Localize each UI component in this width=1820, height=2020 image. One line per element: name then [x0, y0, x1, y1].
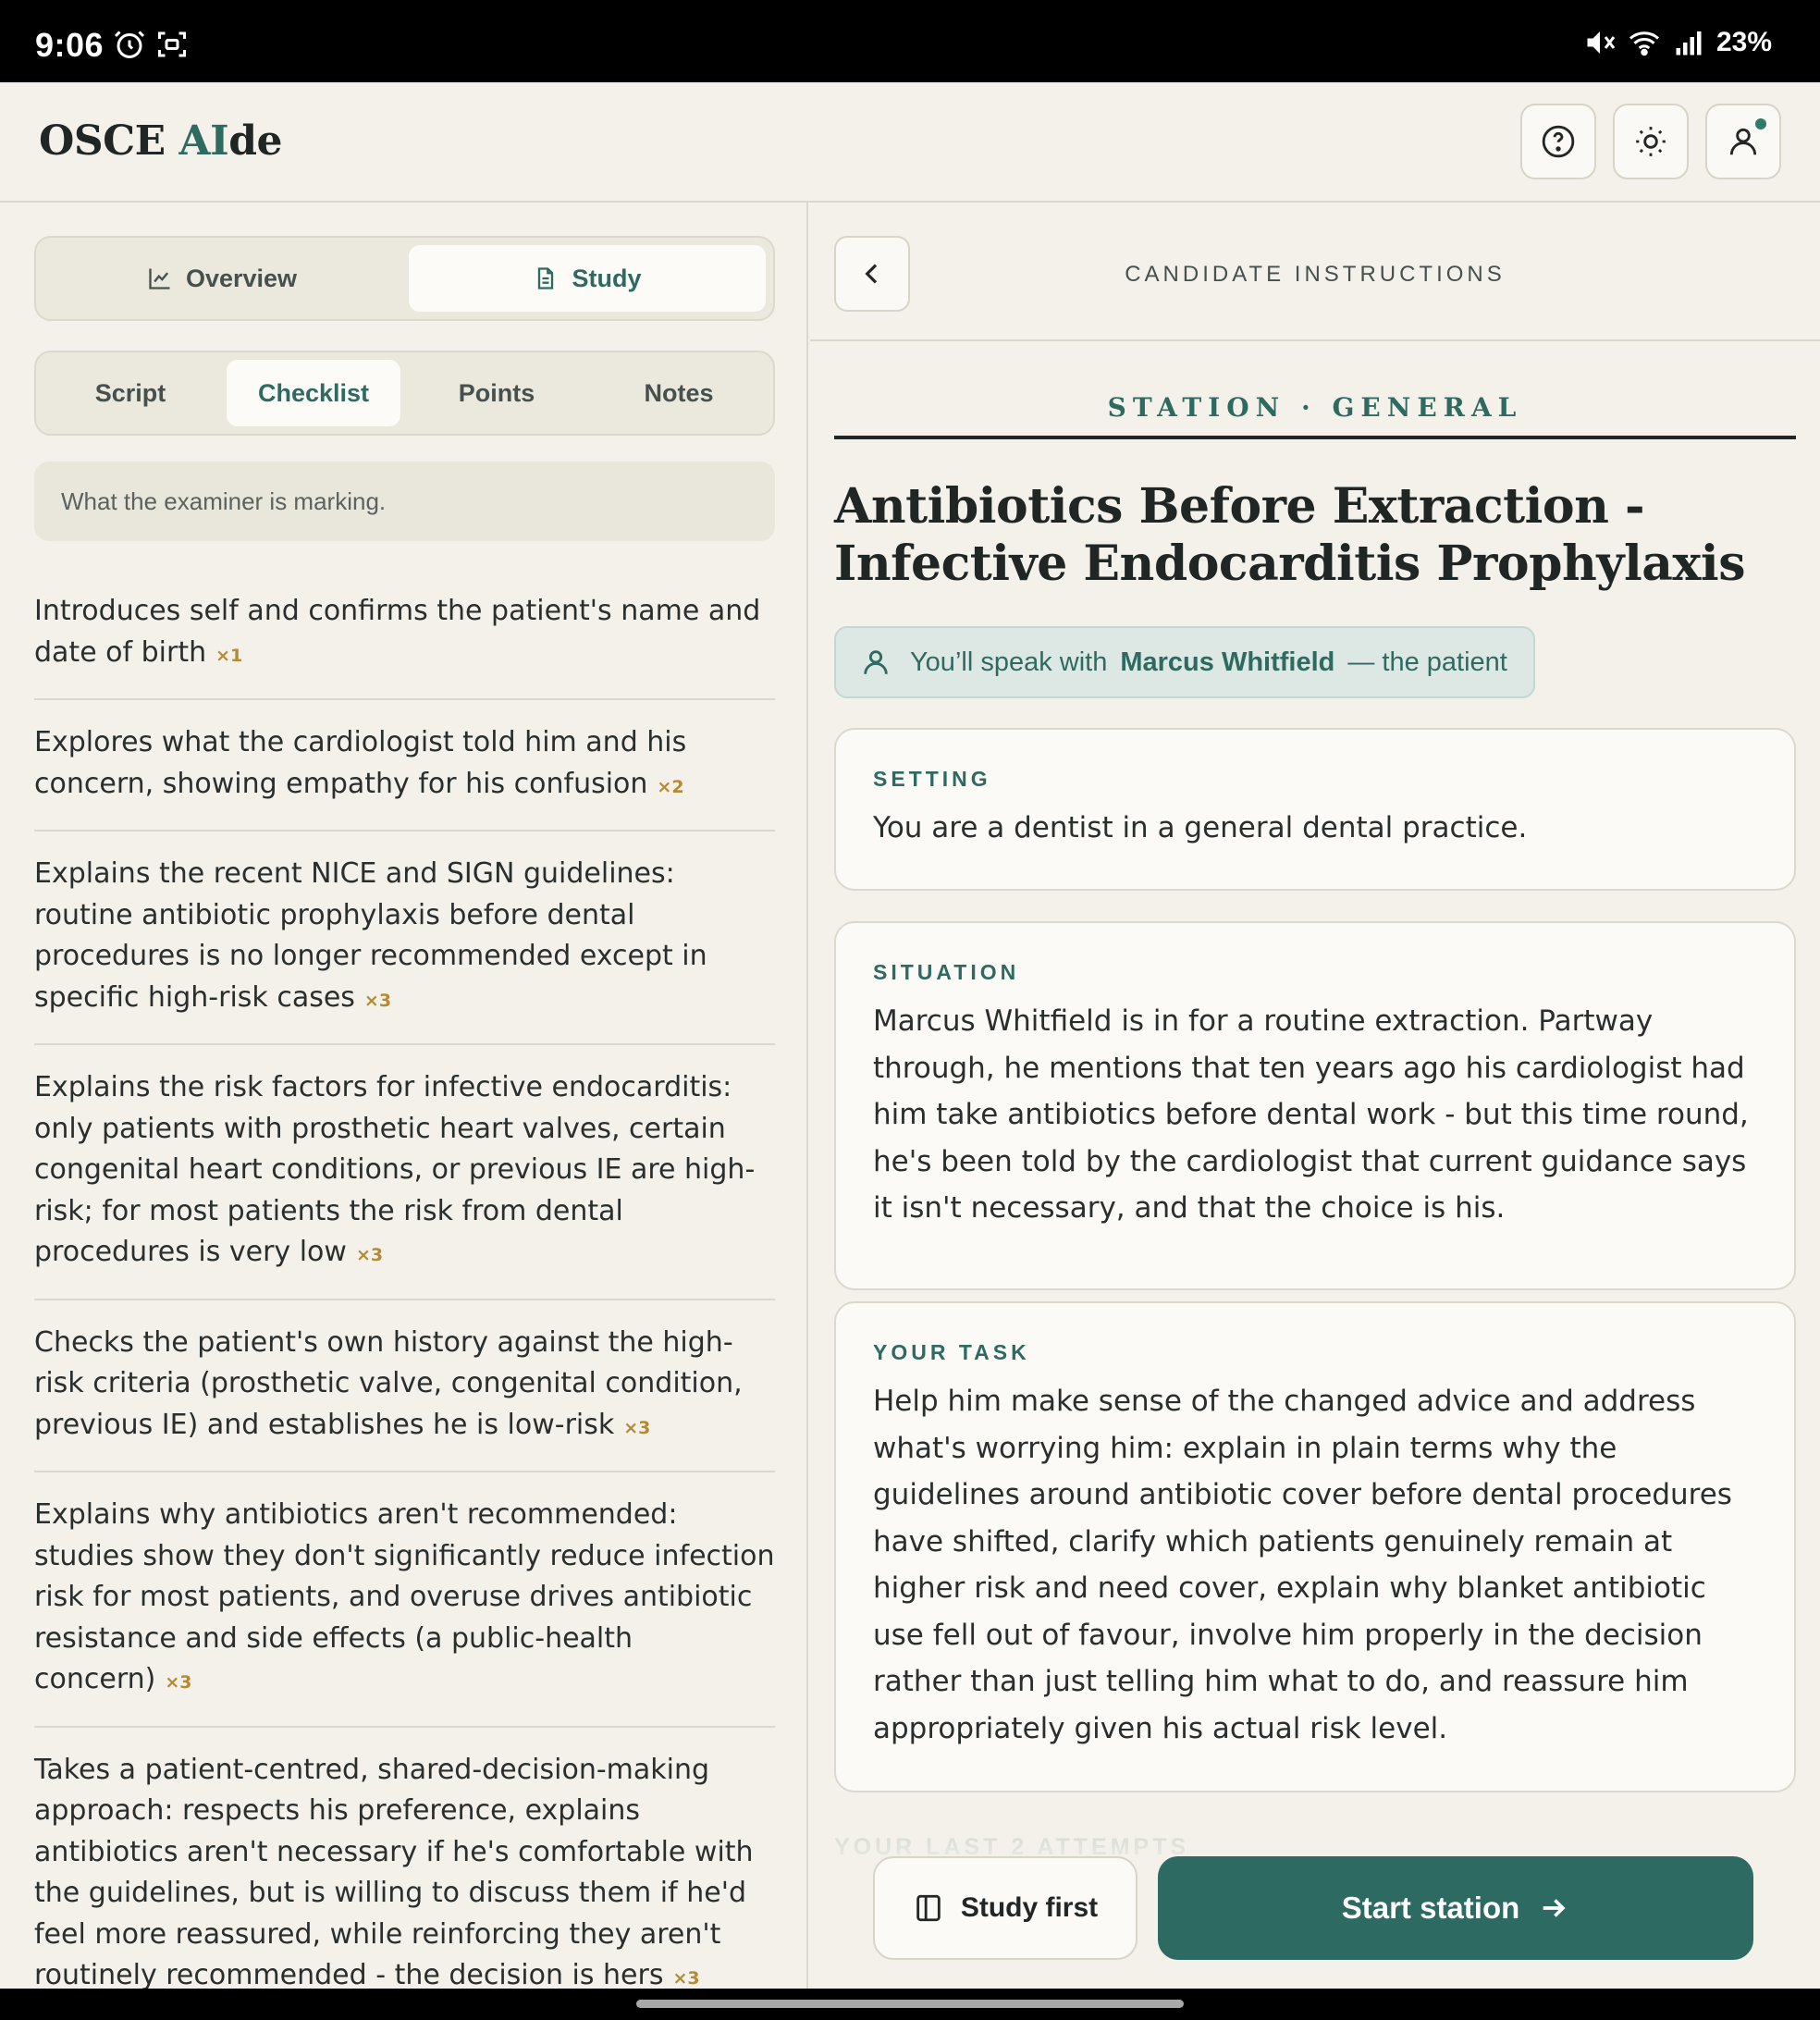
- help-button[interactable]: [1520, 104, 1596, 179]
- weight-badge: ×3: [672, 1968, 700, 1989]
- chart-icon: [147, 265, 173, 291]
- weight-badge: ×2: [657, 776, 684, 797]
- tab-study[interactable]: [409, 245, 766, 312]
- checklist-item-text: Explores what the cardiologist told him and his concern, showing empathy for his confusion: [34, 726, 687, 800]
- tab-study-label: Study: [572, 264, 642, 292]
- weight-badge: ×3: [165, 1672, 192, 1693]
- status-right: [1583, 26, 1772, 59]
- speak-prefix: You’ll speak with: [910, 647, 1108, 677]
- navigation-bar: [0, 1989, 1820, 2020]
- battery-level: 23%: [1715, 27, 1772, 57]
- online-dot: [1755, 118, 1766, 129]
- status-bar: [0, 0, 1820, 82]
- checklist-item-text: Introduces self and confirms the patient's name and date of birth: [34, 595, 761, 669]
- patient-name: Marcus Whitfield: [1120, 647, 1335, 677]
- weight-badge: ×3: [355, 1245, 384, 1265]
- instructions-panel: [810, 203, 1820, 1989]
- logo-ai: AI: [178, 117, 229, 165]
- weight-badge: ×3: [623, 1417, 651, 1438]
- situation-label: SITUATION: [873, 960, 1020, 984]
- checklist-item-text: Takes a patient-centred, shared-decision-making approach: respects his preference, explains antibiotics aren't necessary if he's comfortable with the guidelines, but is willing to discuss them if he'd feel more reassured, while reinforcing they aren't routinely recommended - the decision is hers: [34, 1753, 754, 1989]
- user-icon: [1726, 124, 1761, 159]
- checklist-item: [34, 1067, 775, 1300]
- study-first-label: Study first: [960, 1892, 1099, 1923]
- station-title: Antibiotics Before Extraction - Infective Endocarditis Prophylaxis: [834, 478, 1745, 592]
- logo-suffix: de: [228, 117, 282, 165]
- study-panel: [0, 203, 808, 1989]
- alarm-icon: [113, 28, 146, 61]
- situation-text: Marcus Whitfield is in for a routine extraction. Partway through, he mentions that ten years ago his cardiologist had him take antibiotics before dental work - but this time round, he's been told by the cardiologist that current guidance says it isn't necessary, and that the choice is his.: [873, 1004, 1749, 1225]
- situation-card: [834, 921, 1796, 1290]
- document-icon: [533, 265, 559, 291]
- checklist-item-text: Explains the recent NICE and SIGN guidelines: routine antibiotic prophylaxis before dental procedures is no longer recommended except in specific high-risk cases: [34, 857, 707, 1014]
- checklist: [34, 591, 775, 1989]
- tab-overview[interactable]: [43, 245, 400, 312]
- logo-prefix: OSCE: [39, 117, 179, 165]
- checklist-item-text: Explains why antibiotics aren't recommended: studies show they don't significantly reduce infection risk for most patients, and overuse drives antibiotic resistance and side effects (a public-health concern): [34, 1498, 775, 1695]
- panel-title: CANDIDATE INSTRUCTIONS: [1125, 262, 1506, 287]
- setting-label: SETTING: [873, 767, 991, 791]
- status-time: 9:06: [35, 26, 105, 64]
- tab-notes[interactable]: Notes: [644, 378, 714, 407]
- start-station-button[interactable]: [1158, 1856, 1753, 1960]
- mute-icon: [1583, 26, 1617, 59]
- checklist-hint: What the examiner is marking.: [34, 462, 775, 541]
- app-header: [0, 82, 1820, 203]
- task-label: YOUR TASK: [873, 1340, 1030, 1364]
- checklist-item: [34, 1323, 775, 1473]
- tab-points[interactable]: Points: [458, 378, 535, 407]
- signal-icon: [1672, 26, 1705, 59]
- checklist-item: [34, 591, 775, 700]
- checklist-item: [34, 722, 775, 831]
- task-text: Help him make sense of the changed advice and address what's worrying him: explain in plain terms why the guidelines around antibiotic cover before dental procedures have shifted, clarify which patients genuinely remain at higher risk and need cover, explain why blanket antibiotic use fell out of favour, involve him properly in the decision rather than just telling him what to do, and reassure him appropriately given his actual risk level.: [873, 1385, 1732, 1745]
- home-handle[interactable]: [636, 2000, 1184, 2008]
- weight-badge: ×1: [215, 645, 243, 666]
- speak-suffix: — the patient: [1347, 647, 1507, 677]
- tab-script[interactable]: Script: [94, 378, 166, 407]
- checklist-item: [34, 854, 775, 1045]
- tab-checklist[interactable]: Checklist: [227, 360, 400, 426]
- study-first-button[interactable]: [873, 1856, 1138, 1960]
- screenshot-icon: [155, 28, 189, 61]
- main-tabs: [34, 236, 775, 321]
- study-sub-tabs: [34, 351, 775, 436]
- book-icon: [913, 1892, 944, 1924]
- person-icon: [860, 647, 892, 678]
- checklist-item-text: Checks the patient's own history against the high-risk criteria (prosthetic valve, congenital condition, previous IE) and establishes he is low-risk: [34, 1325, 743, 1441]
- theme-toggle-button[interactable]: [1613, 104, 1689, 179]
- profile-button[interactable]: [1705, 104, 1781, 179]
- patient-pill: [834, 626, 1535, 698]
- setting-text: You are a dentist in a general dental practice.: [873, 811, 1528, 844]
- sun-icon: [1633, 124, 1668, 159]
- setting-card: [834, 728, 1796, 891]
- tab-overview-label: Overview: [185, 264, 298, 292]
- help-icon: [1541, 124, 1576, 159]
- checklist-item: [34, 1750, 775, 1989]
- wifi-icon: [1628, 26, 1661, 59]
- start-station-label: Start station: [1341, 1891, 1520, 1925]
- weight-badge: ×3: [363, 990, 392, 1011]
- arrow-right-icon: [1538, 1892, 1569, 1924]
- checklist-item-text: Explains the risk factors for infective endocarditis: only patients with prosthetic heart valves, certain congenital heart conditions, or previous IE are high-risk; for most patients the risk from dental procedures is very low: [34, 1071, 756, 1268]
- app-logo[interactable]: [39, 117, 282, 165]
- instructions-header: [810, 203, 1820, 341]
- checklist-item: [34, 1495, 775, 1728]
- task-card: [834, 1301, 1796, 1792]
- station-category: STATION · GENERAL: [834, 392, 1796, 439]
